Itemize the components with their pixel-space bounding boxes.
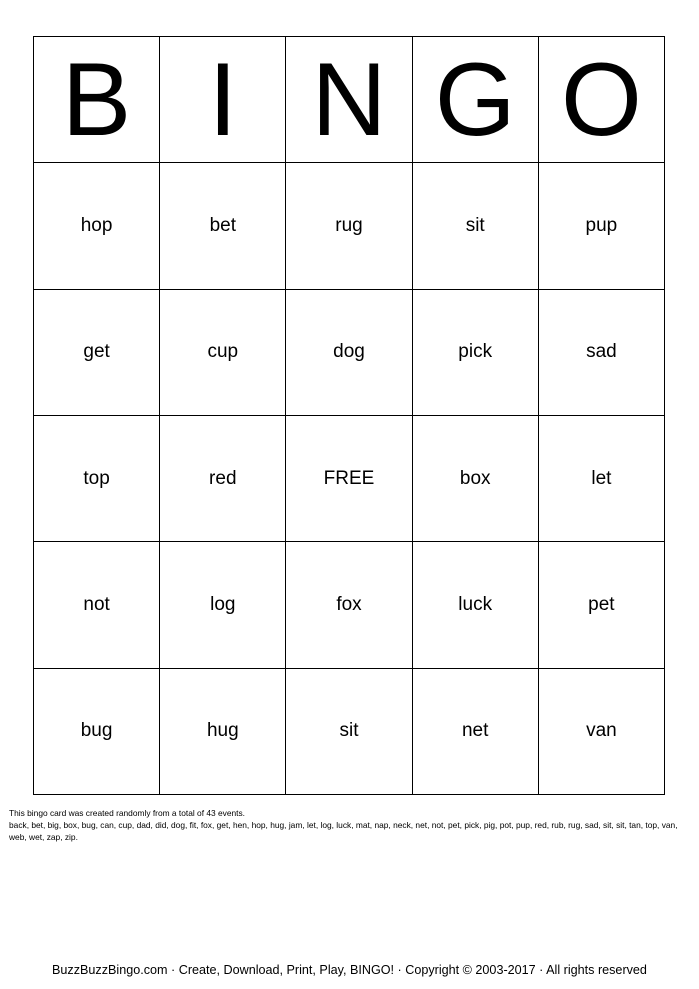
bingo-cell: rug xyxy=(286,163,412,289)
bingo-cell: van xyxy=(539,669,665,795)
bingo-cell: bet xyxy=(160,163,286,289)
bingo-cell: pup xyxy=(539,163,665,289)
bingo-cell: sit xyxy=(413,163,539,289)
bingo-card xyxy=(33,36,665,795)
bingo-cell: sad xyxy=(539,290,665,416)
header-letter-n: N xyxy=(286,37,412,163)
bingo-cell: hug xyxy=(160,669,286,795)
bingo-cell: pick xyxy=(413,290,539,416)
bingo-cell: fox xyxy=(286,542,412,668)
free-space-cell: FREE xyxy=(286,416,412,542)
bingo-cell: sit xyxy=(286,669,412,795)
header-letter-o: O xyxy=(539,37,665,163)
header-letter-i: I xyxy=(160,37,286,163)
card-info xyxy=(9,807,693,843)
header-letter-b: B xyxy=(34,37,160,163)
bingo-cell: hop xyxy=(34,163,160,289)
page-footer: BuzzBuzzBingo.com · Create, Download, Print, Play, BINGO! · Copyright © 2003-2017 · All rights reserved xyxy=(52,963,647,977)
header-letter-g: G xyxy=(413,37,539,163)
bingo-cell: red xyxy=(160,416,286,542)
bingo-cell: pet xyxy=(539,542,665,668)
event-list: back, bet, big, box, bug, can, cup, dad, did, dog, fit, fox, get, hen, hop, hug, jam, let, log, luck, mat, nap, neck, net, not, pet, pick, pig, pot, pup, red, rub, rug, sad, sit, sit, tan, top, van, web, wet, zap, zip. xyxy=(9,820,678,842)
bingo-cell: luck xyxy=(413,542,539,668)
bingo-cell: bug xyxy=(34,669,160,795)
bingo-cell: let xyxy=(539,416,665,542)
bingo-cell: dog xyxy=(286,290,412,416)
bingo-cell: box xyxy=(413,416,539,542)
card-summary: This bingo card was created randomly from a total of 43 events. xyxy=(9,808,246,818)
bingo-cell: top xyxy=(34,416,160,542)
bingo-cell: get xyxy=(34,290,160,416)
bingo-cell: not xyxy=(34,542,160,668)
bingo-cell: cup xyxy=(160,290,286,416)
bingo-cell: net xyxy=(413,669,539,795)
bingo-cell: log xyxy=(160,542,286,668)
